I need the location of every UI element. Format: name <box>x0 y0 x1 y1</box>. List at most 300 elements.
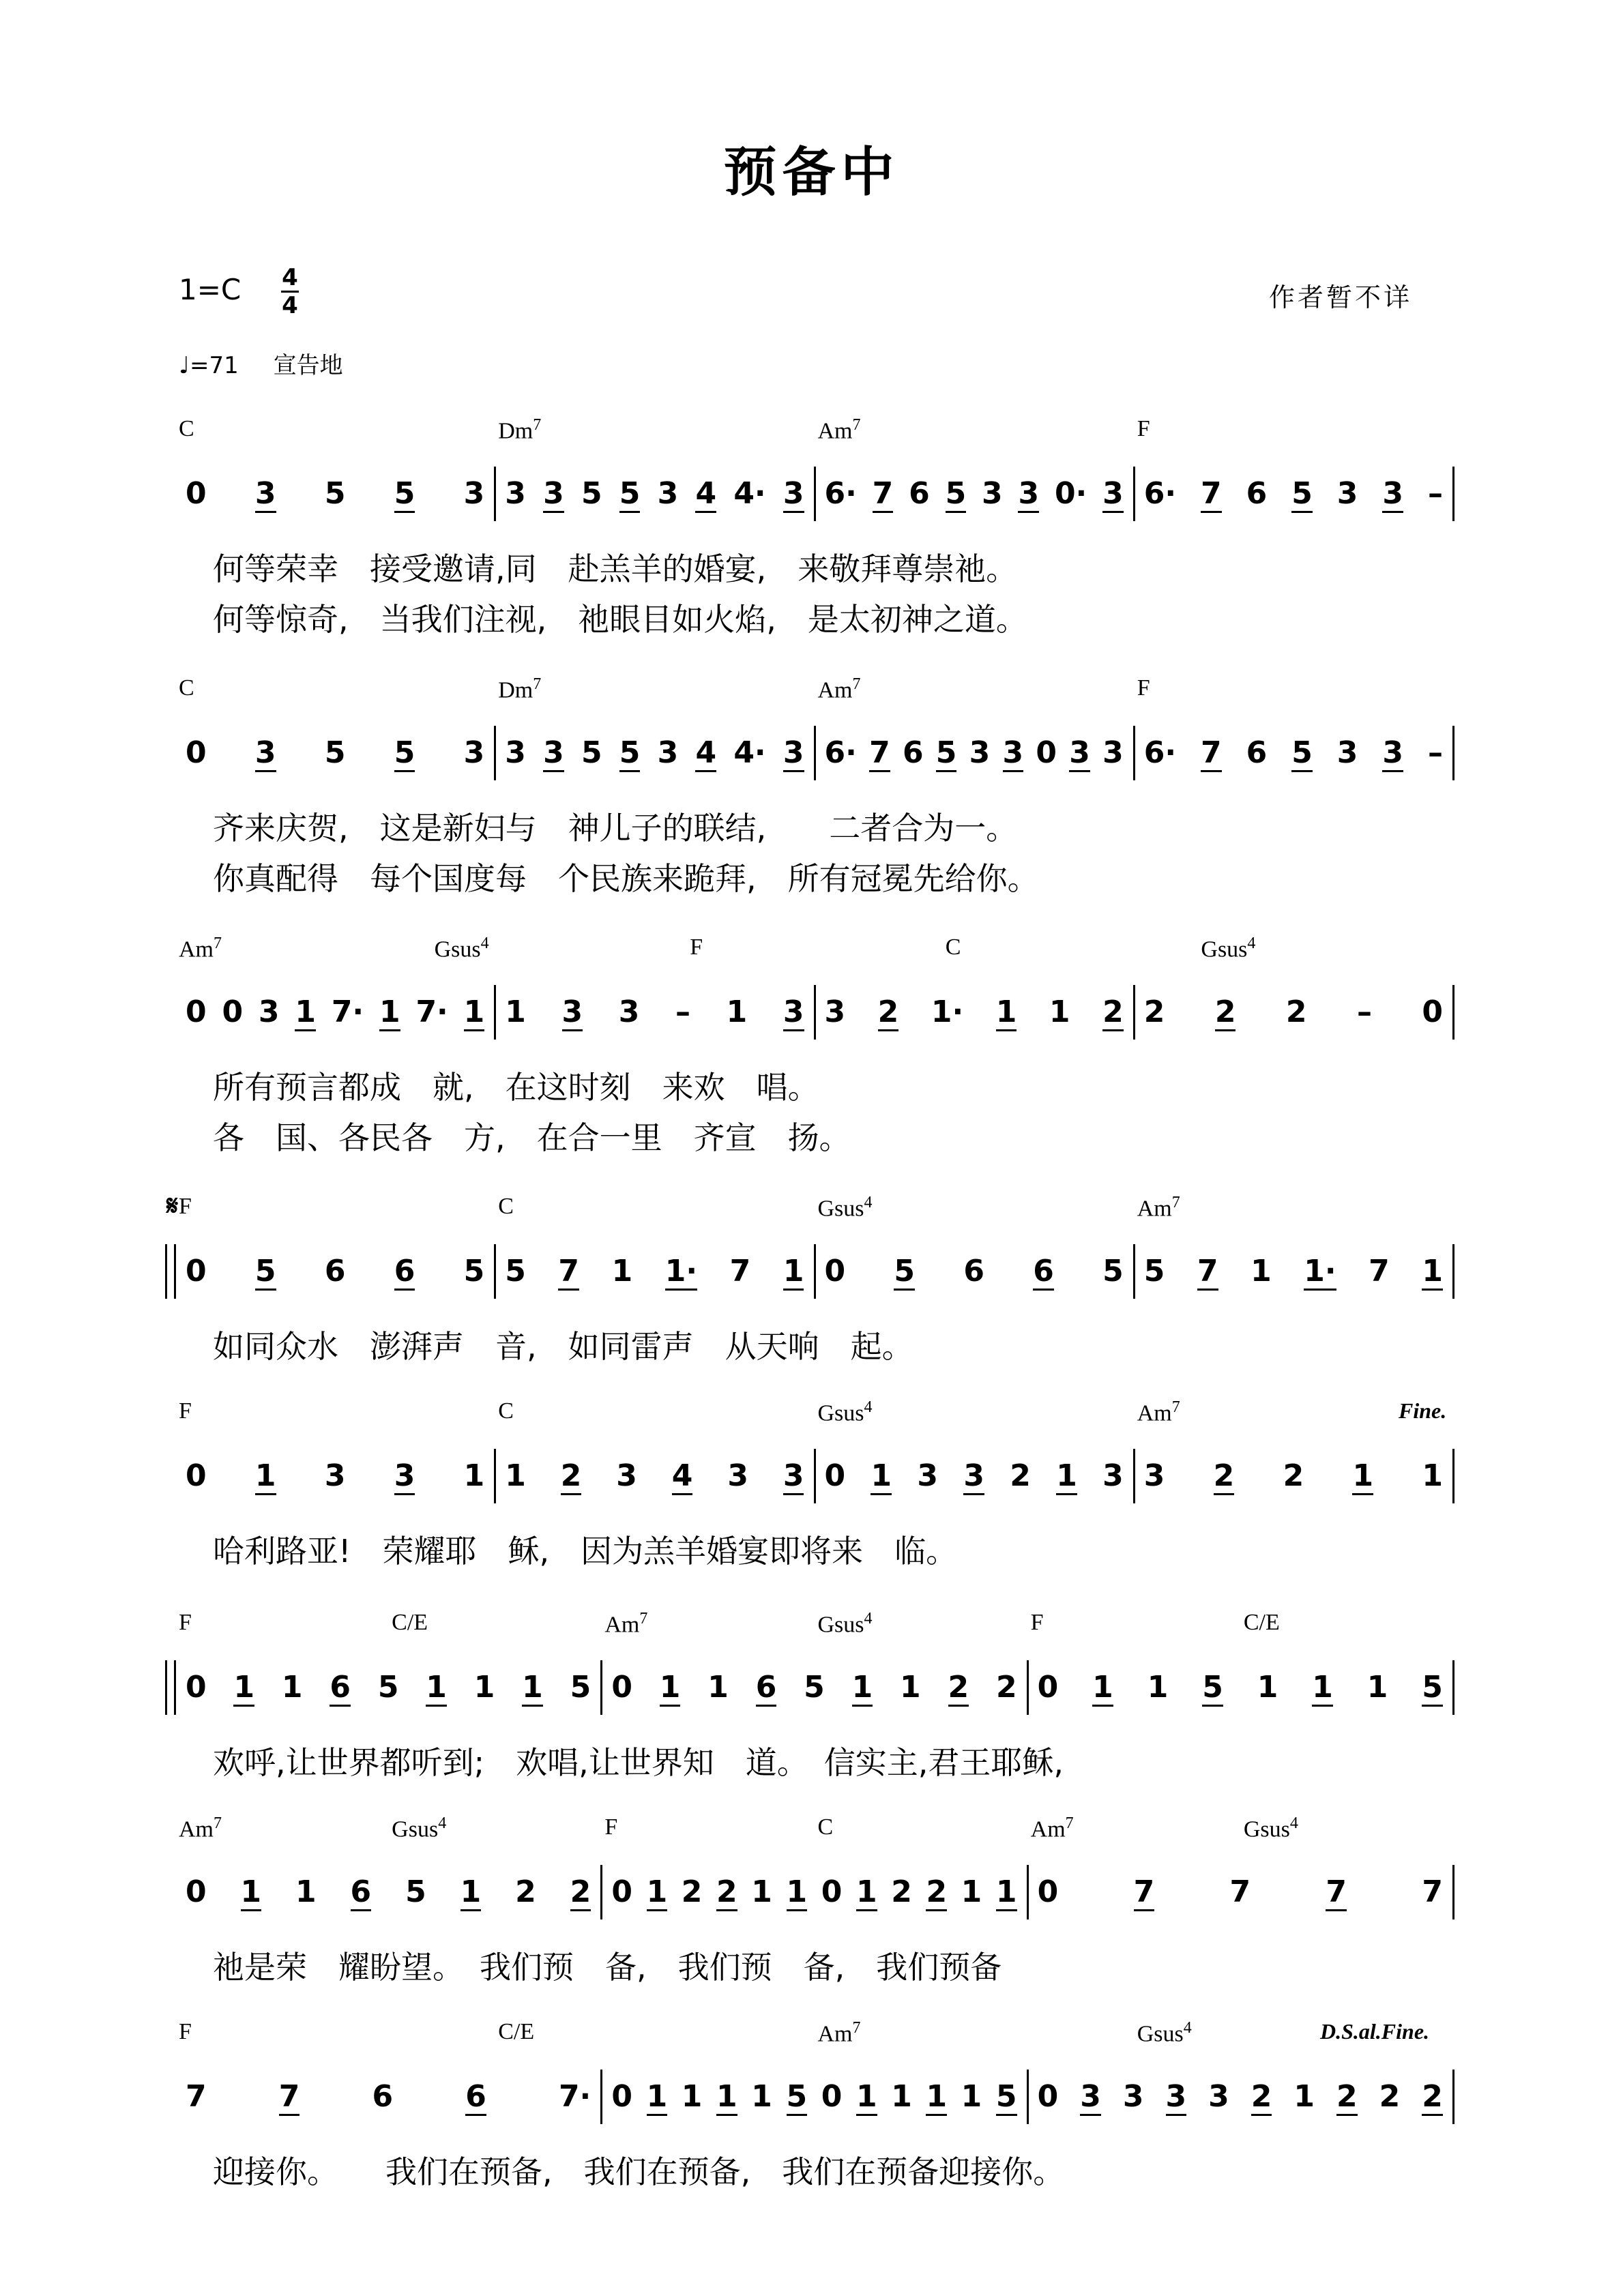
note: 3 <box>1018 476 1039 513</box>
chord-extension: 4 <box>480 934 489 952</box>
measure-notes <box>505 995 804 1031</box>
note: 1 <box>241 1874 262 1911</box>
note: 5 <box>570 1670 591 1705</box>
measure-notes <box>611 1670 1017 1707</box>
note: 3 <box>463 476 485 511</box>
measure-notes <box>505 476 804 513</box>
note: 6 <box>394 1254 415 1291</box>
note: 1 <box>295 1874 317 1909</box>
note: 0 <box>611 2079 632 2114</box>
note: 7 <box>1229 1874 1251 1909</box>
note: 3 <box>1336 476 1358 511</box>
barline <box>1452 1449 1454 1503</box>
note: 5 <box>1143 1254 1165 1289</box>
note: 3 <box>824 995 846 1029</box>
ds-al-fine-mark: D.S.al.Fine. <box>1320 2019 1430 2044</box>
note: 1 <box>233 1670 254 1707</box>
note: 5 <box>787 2079 808 2116</box>
note: 3 <box>618 995 640 1029</box>
note: 7 <box>1326 1874 1347 1911</box>
note: 2 <box>716 1874 737 1911</box>
note: 6· <box>824 735 857 770</box>
lyric-line: 何等荣幸 接受邀请,同 赴羔羊的婚宴, 来敬拜尊崇祂。 <box>213 550 1018 587</box>
author: 作者暂不详 <box>1269 282 1413 312</box>
note: 1 <box>1092 1670 1113 1707</box>
note: 1 <box>707 1670 729 1705</box>
note: 0 <box>821 2079 843 2114</box>
note: 1 <box>681 2079 703 2114</box>
chord-symbol <box>498 416 541 444</box>
chord-root: C <box>498 1194 514 1219</box>
chord-root: F <box>179 1398 192 1424</box>
note: 1 <box>1352 1458 1373 1495</box>
chord-symbol <box>498 1398 514 1424</box>
chord-symbol <box>179 1814 222 1842</box>
barline <box>1452 2070 1454 2124</box>
note: 6 <box>1033 1254 1054 1291</box>
chord-symbol <box>1137 2019 1192 2047</box>
chord-root: C <box>945 934 961 960</box>
barline <box>494 467 496 521</box>
note: 2 <box>878 995 899 1031</box>
chord-symbol <box>818 675 861 703</box>
note: 2 <box>1336 2079 1358 2116</box>
note: 1 <box>473 1670 495 1705</box>
note: 3 <box>1336 735 1358 770</box>
chord-symbol <box>946 934 961 960</box>
note: 4 <box>695 476 716 513</box>
note: 1 <box>464 995 485 1031</box>
note: 4 <box>695 735 716 772</box>
note: 1 <box>891 2079 912 2114</box>
barline <box>1452 1865 1454 1919</box>
chord-extension: 4 <box>438 1814 447 1832</box>
note: 2 <box>515 1874 536 1909</box>
measure-notes <box>186 1670 591 1707</box>
chord-root: Am <box>817 418 853 444</box>
note: 0 <box>1036 735 1057 770</box>
chord-symbol <box>179 934 222 962</box>
note: 6· <box>1143 735 1177 770</box>
start-double-barline <box>165 1244 176 1299</box>
chord-extension: 7 <box>1171 1398 1180 1416</box>
measure-notes <box>611 1874 1017 1911</box>
measure-notes <box>186 995 484 1031</box>
note: 5 <box>1422 1670 1443 1707</box>
barline <box>1452 726 1454 780</box>
note: 0 <box>186 1670 207 1705</box>
note: 6 <box>756 1670 777 1707</box>
barline <box>1133 467 1135 521</box>
chord-root: Am <box>817 677 853 703</box>
chord-root: F <box>690 934 703 960</box>
chord-symbol <box>1137 416 1150 442</box>
note: – <box>1427 476 1443 511</box>
chord-root: Gsus <box>817 1400 864 1426</box>
note: 1 <box>1293 2079 1315 2114</box>
note: 1 <box>505 1458 526 1493</box>
note: 2 <box>1283 1458 1304 1493</box>
note: 5 <box>463 1254 485 1289</box>
note: 3 <box>616 1458 637 1493</box>
barline <box>1133 1244 1135 1299</box>
note: 7 <box>1201 735 1222 772</box>
note: 7 <box>1197 1254 1218 1291</box>
lyric-line: 祂是荣 耀盼望。 我们预 备, 我们预 备, 我们预备 <box>213 1949 1002 1986</box>
note: 1· <box>1304 1254 1336 1291</box>
note: 4 <box>672 1458 693 1495</box>
chord-root: Am <box>817 2021 853 2047</box>
note: 1 <box>255 1458 276 1495</box>
note: 3 <box>657 476 679 511</box>
note: 1 <box>856 2079 877 2116</box>
chord-extension: 7 <box>639 1610 648 1628</box>
time-signature-bottom: 4 <box>282 292 298 319</box>
note: 3 <box>394 1458 415 1495</box>
note: 1 <box>1049 995 1070 1029</box>
measure-notes <box>1144 1254 1443 1291</box>
barline <box>814 1449 816 1503</box>
chord-symbol <box>818 1610 873 1638</box>
measure-notes <box>825 995 1124 1031</box>
note: 2 <box>891 1874 912 1909</box>
chord-symbol <box>1137 1398 1180 1426</box>
lyric-line: 哈利路亚! 荣耀耶 稣, 因为羔羊婚宴即将来 临。 <box>213 1533 958 1570</box>
note: 3 <box>1102 1458 1124 1493</box>
tempo-marking: ♩=71 <box>179 352 239 379</box>
chord-symbol <box>818 1194 873 1222</box>
note: 1 <box>647 1874 668 1911</box>
note: 7· <box>331 995 364 1029</box>
note: 0 <box>186 476 207 511</box>
note: – <box>1427 735 1443 770</box>
note: 7 <box>558 1254 579 1291</box>
chord-symbol <box>179 1398 192 1424</box>
note: 2 <box>561 1458 582 1495</box>
note: 3 <box>255 476 276 513</box>
barline <box>1452 1244 1454 1299</box>
note: 0 <box>1422 995 1443 1029</box>
chord-symbol <box>690 934 703 960</box>
note: 1 <box>1312 1670 1333 1707</box>
note: 1 <box>751 1874 772 1909</box>
note: 3 <box>505 476 526 511</box>
note: 3 <box>1102 476 1124 513</box>
chord-extension: 7 <box>852 675 861 693</box>
note: 5 <box>324 735 346 770</box>
chord-extension: 7 <box>852 2019 861 2037</box>
chord-extension: 7 <box>214 1814 222 1832</box>
barline <box>1027 1660 1029 1715</box>
note: 7 <box>869 735 890 772</box>
chord-symbol <box>604 1610 647 1638</box>
barline <box>1452 985 1454 1040</box>
note: 1 <box>996 995 1017 1031</box>
note: 5 <box>581 735 602 770</box>
note: 3 <box>543 735 564 772</box>
lyric-line: 迎接你。 我们在预备, 我们在预备, 我们在预备迎接你。 <box>213 2153 1065 2190</box>
chord-extension: 7 <box>214 934 222 952</box>
lyric-line: 如同众水 澎湃声 音, 如同雷声 从天响 起。 <box>213 1328 913 1365</box>
note: 1 <box>996 1874 1017 1911</box>
note: 0· <box>1054 476 1087 511</box>
note: 0 <box>611 1670 632 1705</box>
note: 5 <box>255 1254 276 1291</box>
chord-root: F <box>1030 1610 1044 1635</box>
chord-symbol <box>498 675 541 703</box>
note: 6 <box>351 1874 372 1911</box>
note: 5 <box>1202 1670 1223 1707</box>
barline <box>1452 467 1454 521</box>
measure-notes <box>1144 476 1443 513</box>
chord-symbol <box>392 1610 428 1636</box>
note: 3 <box>1166 2079 1187 2116</box>
note: 5 <box>324 476 346 511</box>
chord-root: Am <box>1137 1400 1172 1426</box>
note: 1 <box>463 1458 485 1493</box>
note: 3 <box>463 735 485 770</box>
note: 5 <box>1102 1254 1124 1289</box>
chord-root: Gsus <box>817 1612 864 1638</box>
measure-notes <box>1144 995 1443 1031</box>
barline <box>600 1660 602 1715</box>
chord-root: F <box>179 1194 192 1219</box>
note: 3 <box>917 1458 938 1493</box>
note: 3 <box>963 1458 984 1495</box>
note: 3 <box>1122 2079 1144 2114</box>
chord-root: Dm <box>498 677 533 703</box>
chord-symbol <box>604 1814 617 1840</box>
chord-root: C <box>179 416 194 441</box>
note: 1 <box>1422 1458 1443 1493</box>
chord-symbol <box>818 1814 834 1840</box>
note: 0 <box>821 1874 843 1909</box>
chord-root: F <box>604 1814 618 1840</box>
note: 2 <box>1379 2079 1401 2114</box>
note: 1 <box>426 1670 447 1707</box>
note: 5 <box>996 2079 1017 2116</box>
chord-symbol <box>1031 1610 1044 1636</box>
chord-extension: 4 <box>1289 1814 1298 1832</box>
measure-notes <box>186 1458 484 1495</box>
chord-symbol <box>179 416 194 442</box>
note: 3 <box>657 735 679 770</box>
chord-symbol <box>392 1814 446 1842</box>
chord-symbol <box>179 1194 192 1220</box>
note: 5 <box>936 735 957 772</box>
note: 5 <box>405 1874 426 1909</box>
note: 1 <box>1251 1254 1272 1289</box>
measure-notes <box>1144 735 1443 772</box>
note: 2 <box>1214 1458 1235 1495</box>
note: 0 <box>186 1458 207 1493</box>
barline <box>1452 1660 1454 1715</box>
measure-notes <box>186 2079 591 2116</box>
note: 0 <box>611 1874 632 1909</box>
note: 1· <box>665 1254 697 1291</box>
note: 3 <box>543 476 564 513</box>
note: 3 <box>1382 735 1403 772</box>
note: 3 <box>783 1458 804 1495</box>
chord-symbol <box>1244 1814 1298 1842</box>
note: 1 <box>856 1874 877 1911</box>
note: 2 <box>1143 995 1165 1029</box>
note: 1 <box>926 2079 947 2116</box>
note: 0 <box>1037 2079 1059 2114</box>
measure-notes <box>825 735 1124 772</box>
note: 1 <box>281 1670 303 1705</box>
barline <box>494 1244 496 1299</box>
note: 3 <box>505 735 526 770</box>
chord-extension: 7 <box>533 416 542 434</box>
note: – <box>675 995 690 1029</box>
note: 1 <box>1366 1670 1388 1705</box>
note: – <box>1356 995 1372 1029</box>
chord-root: C <box>179 675 194 701</box>
lyric-line: 所有预言都成 就, 在这时刻 来欢 唱。 <box>213 1069 819 1106</box>
note: 1 <box>647 2079 668 2116</box>
note: 1 <box>505 995 526 1029</box>
chord-root: F <box>1137 416 1150 441</box>
note: 5 <box>581 476 602 511</box>
chord-extension: 4 <box>864 1610 873 1628</box>
chord-symbol <box>179 675 194 701</box>
note: 1 <box>522 1670 543 1707</box>
note: 4· <box>733 476 766 511</box>
chord-extension: 7 <box>533 675 542 693</box>
chord-root: C <box>498 1398 514 1424</box>
note: 1 <box>852 1670 873 1707</box>
chord-root: F <box>1137 675 1150 701</box>
note: 1 <box>460 1874 482 1911</box>
note: 5 <box>505 1254 526 1289</box>
note: 5 <box>946 476 967 513</box>
chord-root: F <box>179 1610 192 1635</box>
note: 6 <box>963 1254 984 1289</box>
note: 7· <box>558 2079 591 2114</box>
barline <box>1133 1449 1135 1503</box>
chord-root: Am <box>604 1612 640 1638</box>
note: 3 <box>727 1458 748 1493</box>
note: 2 <box>995 1670 1017 1705</box>
note: 2 <box>1102 995 1124 1031</box>
note: 1 <box>379 995 400 1031</box>
note: 0 <box>186 1254 207 1289</box>
note: 4· <box>733 735 766 770</box>
chord-root: Gsus <box>1201 937 1248 962</box>
barline <box>1027 2070 1029 2124</box>
measure-notes <box>186 476 484 513</box>
segno-mark: 𝄋 <box>166 1190 179 1221</box>
barline <box>494 985 496 1040</box>
note: 1 <box>961 1874 982 1909</box>
note: 3 <box>1143 1458 1165 1493</box>
measure-notes <box>1038 2079 1443 2116</box>
note: 3 <box>783 995 804 1031</box>
note: 2 <box>948 1670 969 1707</box>
measure-notes <box>1144 1458 1443 1495</box>
barline <box>814 726 816 780</box>
note: 5 <box>894 1254 915 1291</box>
measure-notes <box>1038 1874 1443 1911</box>
note: 1 <box>751 2079 772 2114</box>
note: 1 <box>783 1254 804 1291</box>
note: 6· <box>1143 476 1177 511</box>
note: 7 <box>1369 1254 1390 1289</box>
note: 0 <box>186 995 207 1029</box>
chord-root: Am <box>179 1816 214 1842</box>
chord-root: Gsus <box>1137 2021 1184 2047</box>
note: 3 <box>258 995 280 1029</box>
note: 1 <box>961 2079 982 2114</box>
chord-symbol <box>179 2019 192 2045</box>
note: 0 <box>186 1874 207 1909</box>
measure-notes <box>186 1254 484 1291</box>
note: 1 <box>1056 1458 1077 1495</box>
lyric-line: 各 国、各民各 方, 在合一里 齐宣 扬。 <box>213 1119 851 1156</box>
chord-root: Am <box>1030 1816 1066 1842</box>
fine-mark: Fine. <box>1399 1398 1447 1423</box>
chord-symbol <box>435 934 489 962</box>
chord-root: Gsus <box>392 1816 439 1842</box>
chord-root: C/E <box>1243 1610 1280 1635</box>
note: 7 <box>1134 1874 1155 1911</box>
note: 6 <box>372 2079 394 2114</box>
chord-extension: 4 <box>864 1398 873 1416</box>
note: 3 <box>1069 735 1090 772</box>
note: 1 <box>900 1670 921 1705</box>
measure-notes <box>505 1254 804 1291</box>
chord-root: Gsus <box>1243 1816 1290 1842</box>
note: 2 <box>926 1874 947 1911</box>
chord-symbol <box>498 2019 534 2045</box>
chord-symbol <box>1137 1194 1180 1222</box>
barline <box>600 2070 602 2124</box>
chord-extension: 4 <box>864 1194 873 1211</box>
lyric-line: 你真配得 每个国度每 个民族来跪拜, 所有冠冕先给你。 <box>213 860 1039 897</box>
chord-root: F <box>179 2019 192 2044</box>
note: 5 <box>394 476 415 513</box>
note: 7 <box>279 2079 300 2116</box>
note: 1 <box>1257 1670 1278 1705</box>
note: 3 <box>1208 2079 1229 2114</box>
time-signature-top: 4 <box>282 264 298 291</box>
tempo <box>179 347 343 380</box>
barline <box>814 1244 816 1299</box>
chord-extension: 4 <box>1183 2019 1192 2037</box>
note: 2 <box>570 1874 591 1911</box>
note: 2 <box>1285 995 1307 1029</box>
note: 3 <box>1003 735 1024 772</box>
note: 3 <box>255 735 276 772</box>
chord-symbol <box>1244 1610 1280 1636</box>
measure-notes <box>825 1458 1124 1495</box>
note: 0 <box>1037 1670 1059 1705</box>
note: 5 <box>619 735 641 772</box>
note: 2 <box>681 1874 703 1909</box>
measure-notes <box>1038 1670 1443 1707</box>
chord-root: Gsus <box>434 937 481 962</box>
start-double-barline <box>165 1660 176 1715</box>
note: 6 <box>324 1254 346 1289</box>
note: 0 <box>824 1458 846 1493</box>
note: 2 <box>1251 2079 1272 2116</box>
chord-extension: 7 <box>1171 1194 1180 1211</box>
barline <box>494 726 496 780</box>
note: 1 <box>295 995 316 1031</box>
chord-symbol <box>179 1610 192 1636</box>
chord-root: Am <box>1137 1196 1172 1222</box>
